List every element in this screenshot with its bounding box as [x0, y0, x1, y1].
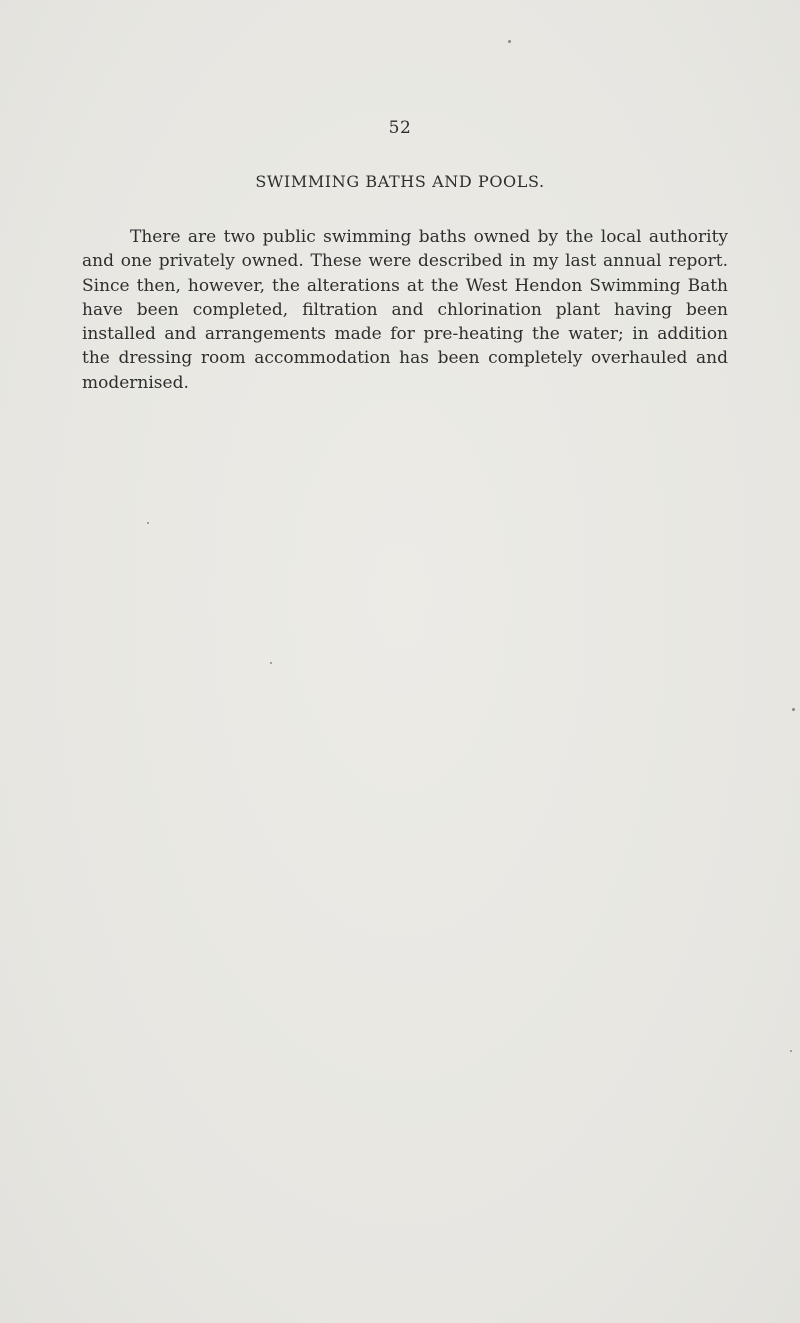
- paper-speck: [147, 522, 149, 524]
- paper-speck: [792, 708, 795, 711]
- section-heading: SWIMMING BATHS AND POOLS.: [255, 172, 545, 191]
- page-number: 52: [388, 118, 412, 138]
- paper-speck: [270, 662, 272, 664]
- body-paragraph: There are two public swimming baths owned by the local authority and one privately owned. These were described in my last annual report. Since then, however, the alterations at the West Hendon Swimming Bath have been completed, filtration and chlorination plant having been installed and arrangements made for pre-heating the water; in addition the dressing room accommodation has been completely overhauled and modernised.: [82, 227, 728, 393]
- paper-speck: [508, 40, 511, 43]
- paper-speck: [790, 1050, 792, 1052]
